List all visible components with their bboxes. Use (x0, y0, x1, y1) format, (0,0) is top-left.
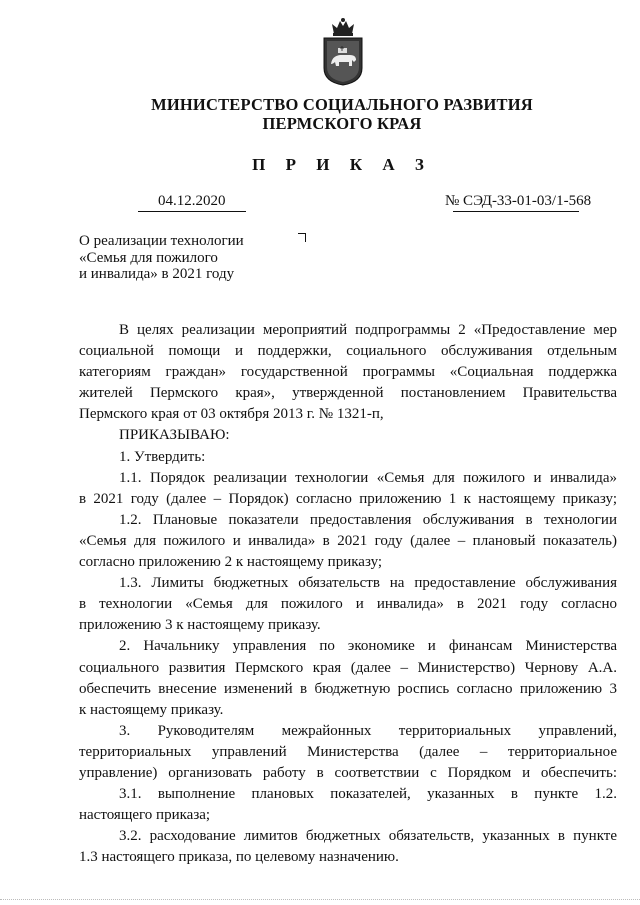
order-number: № СЭД-33-01-03/1-568 (445, 193, 592, 209)
body-line: В целях реализации мероприятий подпрограммы 2 «Предоставление мер (119, 322, 617, 338)
number-underline (453, 211, 579, 212)
body-line: 1.3. Лимиты бюджетных обязательств на предоставление обслуживания (119, 575, 617, 592)
body-line: в технологии «Семья для пожилого и инвалида» в 2021 году согласно (79, 596, 617, 613)
body-line: категориям граждан» государственной программы «Социальная поддержка (79, 364, 617, 381)
body-line: управление) организовать работу в соответствии с Порядком и обеспечить: (79, 764, 617, 781)
subject-line: О реализации технологии (79, 233, 244, 249)
subject-corner-mark (298, 233, 306, 242)
body-line: согласно приложению 2 к настоящему приказу; (79, 554, 383, 571)
scan-artifact-line (0, 899, 640, 900)
ministry-name-line2: ПЕРМСКОГО КРАЯ (262, 114, 422, 133)
body-line: Пермского края от 03 октября 2013 г. № 1321-п, (79, 406, 384, 423)
body-line: 3. Руководителям межрайонных территориальных управлений, (119, 722, 617, 739)
body-line: 2. Начальнику управления по экономике и финансам Министерства (119, 638, 617, 655)
date-underline (138, 211, 246, 212)
body-line: территориальных управлений Министерства (далее – территориальное (79, 743, 617, 760)
subject-line: «Семья для пожилого (79, 249, 218, 266)
body-line: жителей Пермского края», утвержденной постановлением Правительства (79, 385, 617, 402)
body-line: социальной помощи и поддержки, социального обслуживания отдельным (79, 343, 617, 360)
body-line: 1. Утвердить: (119, 448, 206, 465)
coat-of-arms-icon (318, 18, 368, 86)
body-line: настоящего приказа; (79, 807, 211, 824)
body-line: социального развития Пермского края (далее – Министерство) Чернову А.А. (79, 659, 617, 676)
body-line: 1.1. Порядок реализации технологии «Семья для пожилого и инвалида» (119, 469, 617, 486)
order-title: П Р И К А З (252, 155, 432, 174)
body-line: 3.2. расходование лимитов бюджетных обязательств, указанных в пункте (119, 828, 617, 845)
subject-line: и инвалида» в 2021 году (79, 266, 235, 282)
order-date: 04.12.2020 (158, 193, 226, 209)
body-line: 1.2. Плановые показатели предоставления обслуживания в технологии (119, 511, 617, 528)
order-directive: ПРИКАЗЫВАЮ: (119, 427, 230, 444)
body-line: 3.1. выполнение плановых показателей, указанных в пункте 1.2. (119, 786, 617, 803)
body-line: 1.3 настоящего приказа, по целевому назначению. (79, 849, 399, 866)
ministry-name-line1: МИНИСТЕРСТВО СОЦИАЛЬНОГО РАЗВИТИЯ (151, 95, 533, 114)
order-body (79, 320, 617, 868)
body-line: «Семья для пожилого и инвалида» в 2021 году (далее – плановый показатель) (79, 532, 617, 549)
body-line: приложению 3 к настоящему приказу. (79, 617, 321, 634)
body-line: в 2021 году (далее – Порядок) согласно приложению 1 к настоящему приказу; (79, 490, 617, 507)
body-line: к настоящему приказу. (79, 701, 224, 718)
body-line: обеспечить внесение изменений в бюджетную роспись согласно приложению 3 (79, 680, 617, 697)
order-subject (79, 233, 244, 283)
